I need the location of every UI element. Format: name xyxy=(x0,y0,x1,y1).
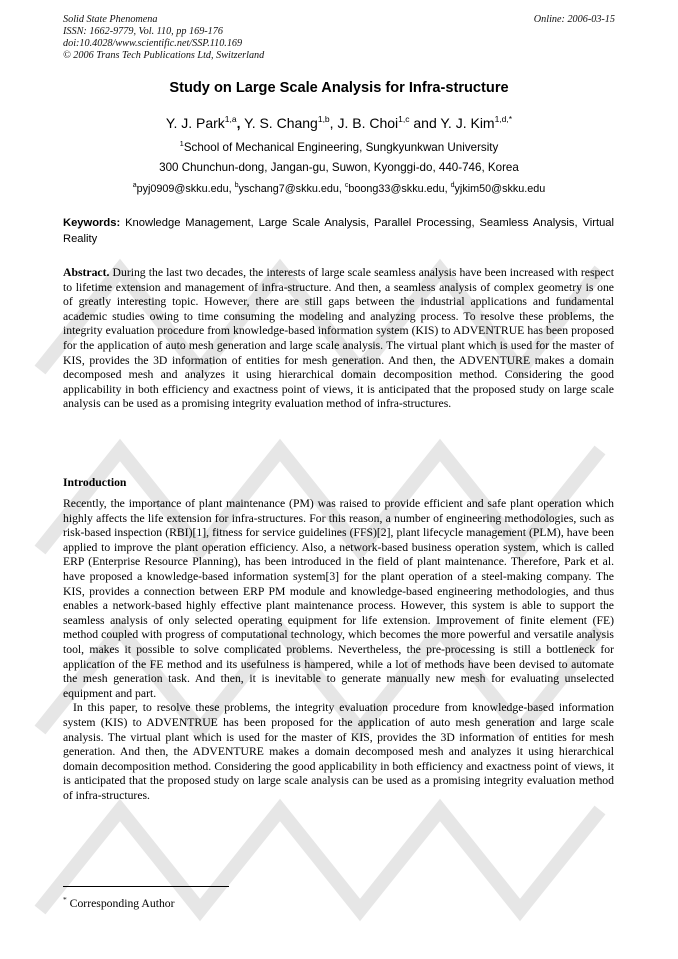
abstract-text: During the last two decades, the interests of large scale seamless analysis have been increased with respect to lifetime extension and management of infra-structure. And then, a seamless analysis of complex geometry is one of greatly interesting topic. However, there are still gaps between the industrial applications and fundamental academic studies owing to time consuming the modeling and analyzing process. To resolve these problems, the integrity evaluation procedure from knowledge-based information system (KIS) to ADVENTRUE has been proposed for the application of auto mesh generation and large scale analysis. The virtual plant which is used for the master of KIS, provides the 3D information of entities for mesh generation. And then, the ADVENTURE makes a domain decomposed mesh and analyzes it using hierarchical domain decomposition method. Considering the good applicability in both efficiency and exactness point of views, it is anticipated that the proposed study on large scale analysis can be used as a promising integrity evaluation method of infra-structures. xyxy=(63,266,614,411)
affiliation-mark: 1 xyxy=(179,139,184,148)
section-heading-introduction: Introduction xyxy=(63,476,127,489)
email-link[interactable]: yjkim50@skku.edu xyxy=(454,183,546,195)
author-affiliation-mark: 1,b xyxy=(317,114,330,124)
introduction-body xyxy=(63,497,614,803)
author-emails: $^a$pyj0909@skku.edu, $^b$yschang7@skku.edu, $^c$boong33@skku.edu, $^d$yjkim50@skku.edu xyxy=(132,182,546,195)
paper-title: Study on Large Scale Analysis for Infra-structure xyxy=(169,80,509,96)
email-mark: a xyxy=(132,182,137,189)
footnote-divider xyxy=(63,886,229,887)
email-mark: d xyxy=(450,182,455,189)
affiliation-name: School of Mechanical Engineering, Sungkyunkwan University xyxy=(183,141,499,154)
journal-header xyxy=(63,14,264,62)
email-mark: b xyxy=(234,182,239,189)
paragraph: In this paper, to resolve these problems, the integrity evaluation procedure from knowledge-based information system (KIS) to ADVENTRUE has been proposed for the application of auto mesh generation and large scale analysis. The virtual plant which is used for the master of KIS, provides the 3D information of entities for mesh generation. And then, the ADVENTURE makes a domain decomposed mesh and analyzes it using hierarchical domain decomposition method. Considering the good applicability in both efficiency and exactness point of views, it is anticipated that the proposed study on large scale analysis can be used as a promising integrity evaluation method of infra-structures. xyxy=(63,701,614,802)
online-date: Online: 2006-03-15 xyxy=(533,14,615,25)
author-affiliation-mark: 1,a xyxy=(224,114,237,124)
footnote-text: Corresponding Author xyxy=(69,897,175,910)
journal-doi: doi:10.4028/www.scientific.net/SSP.110.169 xyxy=(63,38,243,49)
affiliation-address: 300 Chunchun-dong, Jangan-gu, Suwon, Kyonggi-do, 440-746, Korea xyxy=(159,161,519,174)
email-mark: c xyxy=(344,182,349,189)
author-name: J. B. Choi xyxy=(337,115,399,131)
journal-issn: ISSN: 1662-9779, Vol. 110, pp 169-176 xyxy=(63,26,223,37)
footnote xyxy=(63,895,175,910)
author-name: Y. S. Chang xyxy=(244,115,318,131)
abstract-block xyxy=(63,266,614,412)
author-name: Y. J. Park xyxy=(165,115,225,131)
keywords-block xyxy=(63,216,614,247)
journal-name: Solid State Phenomena xyxy=(63,14,158,25)
keywords-text: Knowledge Management, Large Scale Analysis, Parallel Processing, Seamless Analysis, Virtual Reality xyxy=(63,217,614,245)
author-affiliation-mark: 1,c xyxy=(398,114,410,124)
author-name: Y. J. Kim xyxy=(440,115,495,131)
footnote-mark: * xyxy=(63,895,67,904)
email-link[interactable]: yschang7@skku.edu xyxy=(238,183,339,195)
email-link[interactable]: pyj0909@skku.edu xyxy=(136,183,229,195)
author-list xyxy=(0,114,678,131)
keywords-label: Keywords: xyxy=(63,217,121,229)
affiliation-institution xyxy=(0,139,678,154)
author-separator: , xyxy=(236,115,241,131)
email-link[interactable]: boong33@skku.edu xyxy=(348,183,445,195)
paragraph: Recently, the importance of plant maintenance (PM) was raised to provide efficient and safe plant operation which highly affects the life extension for infra-structures. For this reason, a number of engineering methodologies, such as risk-based inspection (RBI)[1], fitness for service guidelines (FFS)[2], plant lifecycle management (PLM), have been applied to improve the plant operation efficiency. Also, a network-based business operation system, which is called ERP (Enterprise Resource Planning), has been introduced in the field of plant maintenance. Therefore, Park et al. have proposed a knowledge-based information system[3] for the plant operation of a steel-making company. The KIS, provides a connection between ERP PM module and knowledge-based engineering methodologies, and thus enables a network-based highly effective plant maintenance process. However, this system is able to support the seamless analysis of only selected operating equipment for life extension. Improvement of finite element (FE) method coupled with progress of computational technology, which becomes the more powerful and versatile analysis tool, makes it possible to solve complicated problems. Nevertheless, the pre-processing is still a bottleneck for application of the FE method and its usefulness is hampered, while a lot of methods have been devised to automate the mesh generation task. And then, it is inevitable to generate manually new mesh for evaluating unselected equipment and part. xyxy=(63,497,614,700)
abstract-label: Abstract. xyxy=(63,266,110,279)
author-separator: , xyxy=(329,115,334,131)
author-affiliation-mark: 1,d,* xyxy=(494,114,513,124)
journal-copyright: © 2006 Trans Tech Publications Ltd, Switzerland xyxy=(63,50,265,61)
author-separator: and xyxy=(413,115,437,131)
